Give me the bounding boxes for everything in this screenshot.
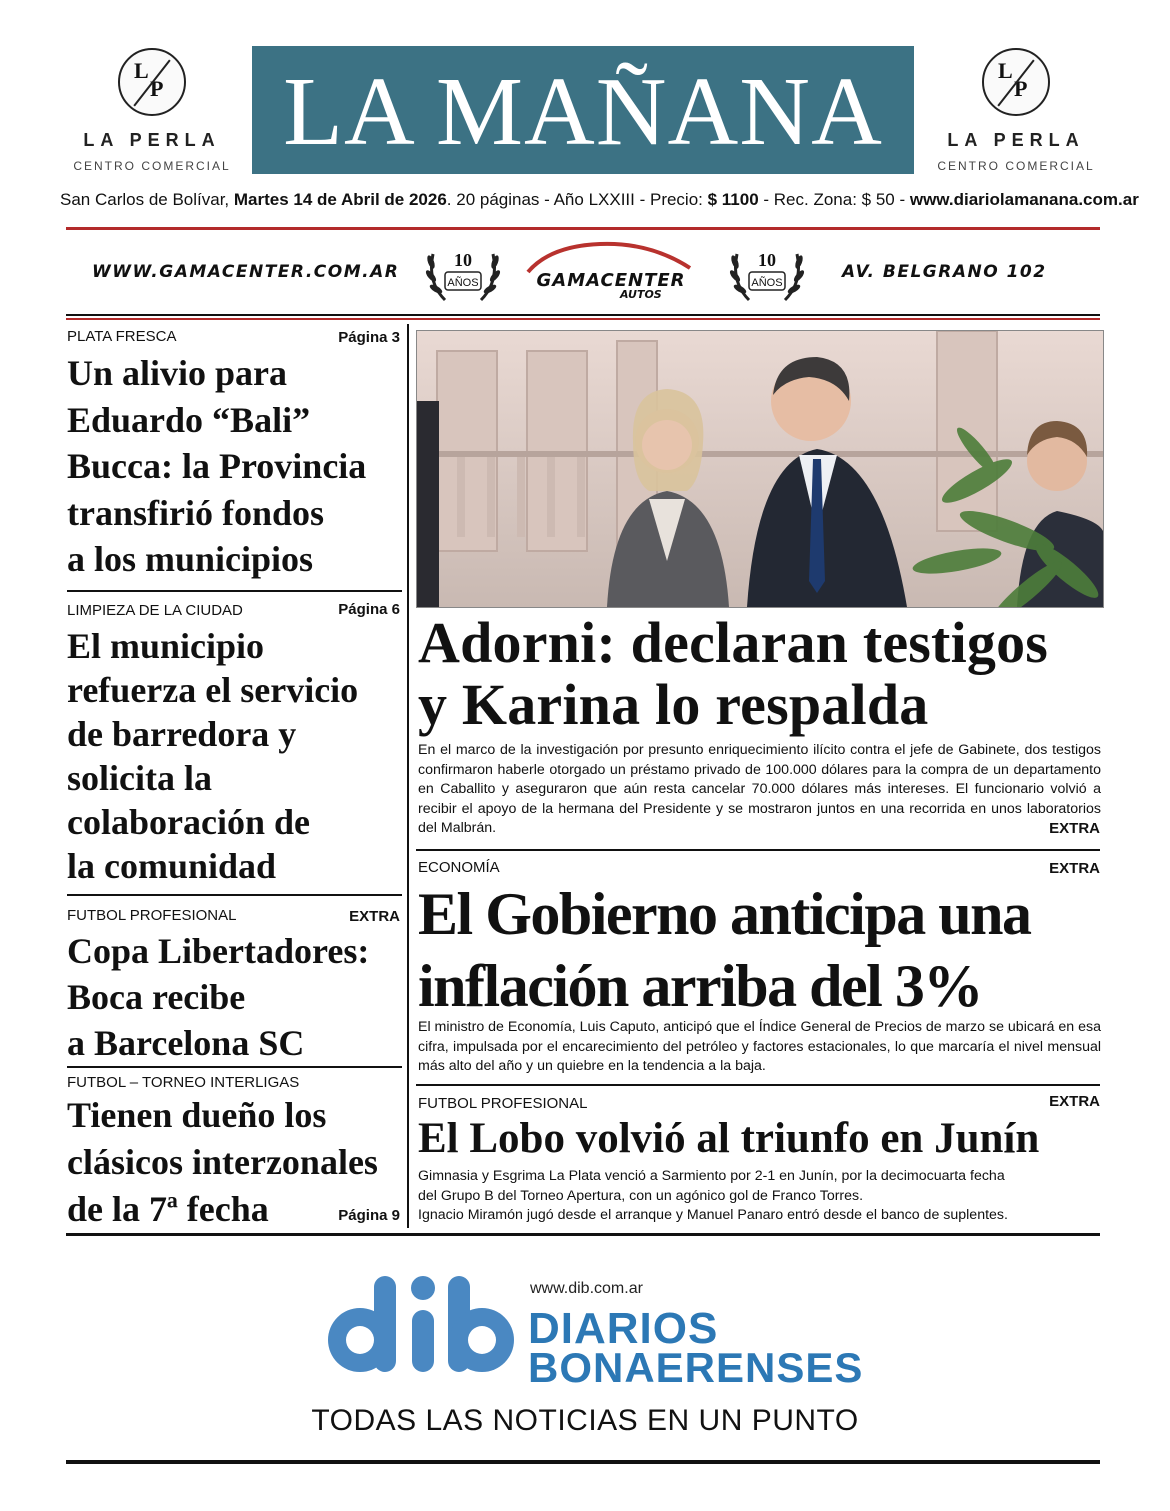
dateline-website[interactable]: www.diariolamanana.com.ar xyxy=(909,190,1139,209)
economy-tag[interactable]: EXTRA xyxy=(1049,860,1100,877)
story-kicker: LIMPIEZA DE LA CIUDAD xyxy=(67,602,243,619)
economy-body: El ministro de Economía, Luis Caputo, anticipó que el Índice General de Precios de marzo se ubicará en esa cifra, impulsada por el encarecimiento del petróleo y factores estacionales, lo que marcaría el nivel mensual más alto del año y un quiebre en la tendencia a la baja. xyxy=(418,1019,1101,1074)
band-divider-black xyxy=(66,314,1100,316)
story-headline[interactable]: Un alivio para Eduardo “Bali” Bucca: la Provincia transfirió fondos a los municipios xyxy=(67,353,367,579)
section-bottom-rule xyxy=(66,1233,1100,1236)
la-perla-logo-left xyxy=(62,48,242,173)
la-perla-emblem: L P xyxy=(118,48,186,116)
lead-photo-illustration xyxy=(417,331,1103,607)
dib-tagline: TODAS LAS NOTICIAS EN UN PUNTO xyxy=(311,1404,859,1437)
dib-word-bonaerenses: BONAERENSES xyxy=(528,1344,864,1391)
story-divider xyxy=(416,1084,1100,1086)
dateline-city: San Carlos de Bolívar, xyxy=(60,190,234,209)
la-perla-emblem: L P xyxy=(982,48,1050,116)
newspaper-title-banner xyxy=(252,46,914,174)
dib-url[interactable]: www.dib.com.ar xyxy=(530,1280,643,1297)
lead-photo[interactable] xyxy=(416,330,1104,608)
story-tag[interactable]: EXTRA xyxy=(349,908,400,925)
gamacenter-sub: AUTOS xyxy=(620,288,662,301)
column-divider xyxy=(407,324,409,1228)
football-body: Gimnasia y Esgrima La Plata venció a Sarmiento por 2-1 en Junín, por la decimocuarta fecha del Grupo B del Torneo Apertura, con un agónico gol de Franco Torres. Ignacio Miramón jugó desde el arranque y Manuel Panaro entró desde el banco de suplentes. xyxy=(418,1168,1008,1223)
car-silhouette-icon xyxy=(520,238,702,274)
lead-headline[interactable]: Adorni: declaran testigos y Karina lo respalda xyxy=(418,610,1049,737)
gamacenter-logo[interactable] xyxy=(520,238,702,304)
story-kicker: FUTBOL PROFESIONAL xyxy=(67,907,237,924)
lead-body: En el marco de la investigación por presunto enriquecimiento ilícito contra el jefe de Gabinete, dos testigos confirmaron haberle otorgado un préstamo privado de 100.000 dólares para la compra de un departamento en Caballito y aseguraron que aún resta cancelar 70.000 dólares más intereses. El funcionario volvió a recibir el apoyo de la hermana del Presidente y se mostraron juntos en una recorrida en unos laboratorios del Malbrán. xyxy=(418,742,1101,836)
football-tag[interactable]: EXTRA xyxy=(1049,1093,1100,1110)
anniversary-badge-right xyxy=(727,234,807,306)
football-headline[interactable]: El Lobo volvió al triunfo en Junín xyxy=(418,1115,1040,1162)
dateline-pages-year: . 20 páginas - Año LXXIII - Precio: xyxy=(446,190,708,209)
story-headline[interactable]: Tienen dueño los clásicos interzonales de la 7ª fecha xyxy=(67,1095,378,1229)
story-divider xyxy=(67,590,402,592)
dib-logo-icon xyxy=(320,1270,520,1382)
badge-label: AÑOS xyxy=(751,277,783,289)
lead-tag[interactable]: EXTRA xyxy=(1049,820,1100,837)
la-perla-sub: CENTRO COMERCIAL xyxy=(937,159,1095,173)
badge-number: 10 xyxy=(758,250,776,270)
story-headline[interactable]: Copa Libertadores: Boca recibe a Barcelona SC xyxy=(67,931,370,1063)
story-page-ref[interactable]: Página 9 xyxy=(338,1207,400,1224)
story-page-ref[interactable]: Página 3 xyxy=(338,329,400,346)
la-perla-sub: CENTRO COMERCIAL xyxy=(73,159,231,173)
la-perla-name: LA PERLA xyxy=(947,130,1085,150)
dateline-zone: - Rec. Zona: $ 50 - xyxy=(758,190,910,209)
story-divider xyxy=(67,894,402,896)
dib-word-diarios: DIARIOS xyxy=(528,1304,719,1353)
sponsor-address: AV. BELGRANO 102 xyxy=(842,262,1047,282)
masthead-divider xyxy=(66,227,1100,230)
page-bottom-rule xyxy=(66,1460,1100,1464)
economy-kicker: ECONOMÍA xyxy=(418,859,500,876)
dateline-date: Martes 14 de Abril de 2026 xyxy=(233,190,447,209)
story-kicker: PLATA FRESCA xyxy=(67,328,177,345)
anniversary-badge-left xyxy=(423,234,503,306)
newspaper-title: LA MAÑANA xyxy=(283,58,883,166)
badge-label: AÑOS xyxy=(447,277,479,289)
sponsor-website[interactable]: WWW.GAMACENTER.COM.AR xyxy=(92,262,400,282)
story-divider xyxy=(67,1066,402,1068)
la-perla-logo-right xyxy=(926,48,1106,173)
story-kicker: FUTBOL – TORNEO INTERLIGAS xyxy=(67,1074,300,1091)
dateline-price: $ 1100 xyxy=(707,190,759,209)
gamacenter-brand: GAMACENTER xyxy=(536,270,686,291)
badge-number: 10 xyxy=(454,250,472,270)
story-headline[interactable]: El municipio refuerza el servicio de barredora y solicita la colaboración de la comunidad xyxy=(67,626,359,886)
economy-headline[interactable]: El Gobierno anticipa una inflación arriba del 3% xyxy=(418,881,1031,1019)
story-divider xyxy=(416,849,1100,851)
la-perla-name: LA PERLA xyxy=(83,130,221,150)
story-page-ref[interactable]: Página 6 xyxy=(338,601,400,618)
band-divider-red xyxy=(66,318,1100,320)
dateline xyxy=(60,190,1139,210)
football-kicker: FUTBOL PROFESIONAL xyxy=(418,1095,588,1112)
